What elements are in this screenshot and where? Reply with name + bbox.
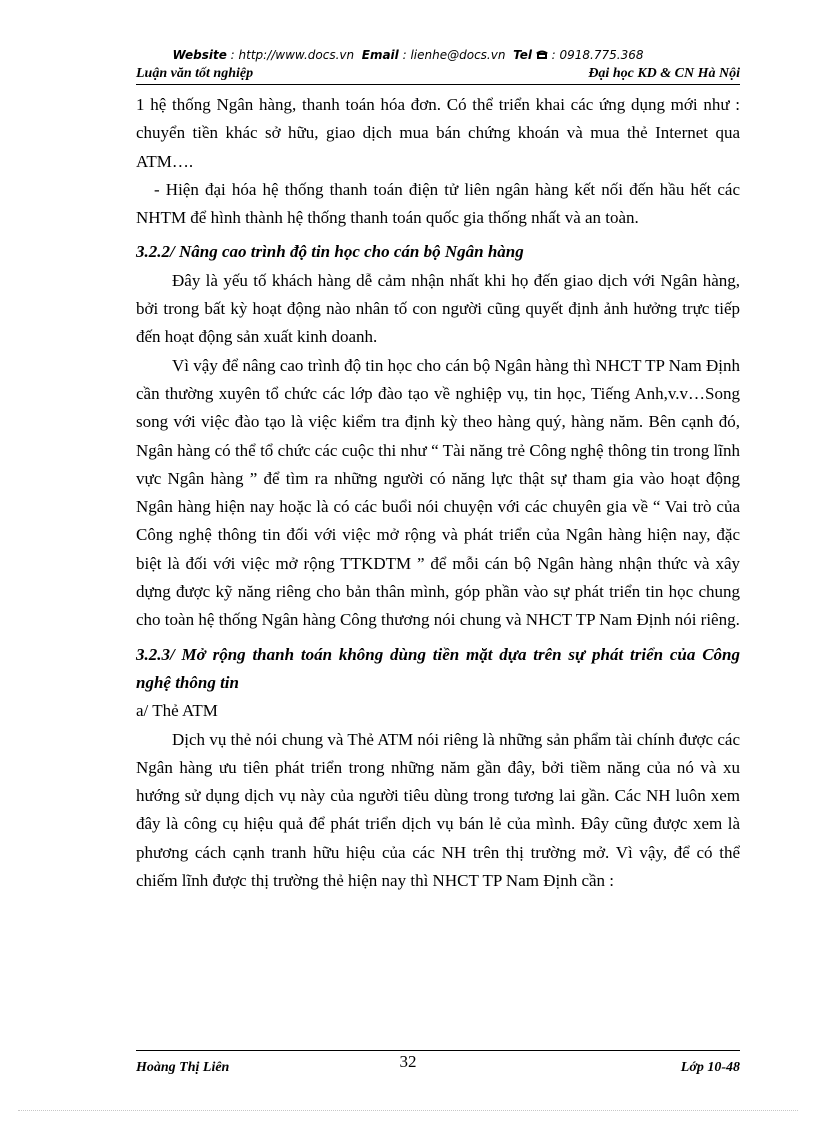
email-label: Email: [361, 48, 399, 62]
paragraph-2: - Hiện đại hóa hệ thống thanh toán điện tử liên ngân hàng kết nối đến hầu hết các NHTM để hình thành hệ thống thanh toán quốc gia thống nhất và an toàn.: [136, 179, 740, 228]
website-url: : http://www.docs.vn: [230, 48, 355, 62]
paragraph-5: Dịch vụ thẻ nói chung và Thẻ ATM nói riêng là những sản phẩm tài chính được các Ngân hàng ưu tiên phát triển trong những năm gần đây, bởi tiềm năng của nó và xu hướng sử dụng dịch vụ này của người tiêu dùng trong tương lai gần. Các NH luôn xem đây là công cụ hiệu quả để phát triển dịch vụ bán lẻ của mình. Đây cũng được xem là phương cách cạnh tranh hữu hiệu của các NH trên thị trường mở. Vì vậy, để có thể chiếm lĩnh được thị trường thẻ hiện nay thì NHCT TP Nam Định cần :: [136, 729, 740, 891]
header-university: Đại học KD & CN Hà Nội: [588, 66, 740, 81]
running-header: [136, 66, 740, 85]
paragraph-3: Đây là yếu tố khách hàng dễ cảm nhận nhất khi họ đến giao dịch với Ngân hàng, bởi trong bất kỳ hoạt động nào nhân tố con người cũng quyết định ảnh hưởng trực tiếp đến hoạt động sản xuất kinh doanh.: [136, 270, 740, 347]
website-label: Website: [172, 48, 227, 62]
tel-value: : 0918.775.368: [551, 48, 644, 62]
paragraph-4: Vì vậy để nâng cao trình độ tin học cho cán bộ Ngân hàng thì NHCT TP Nam Định cần thường xuyên tổ chức các lớp đào tạo về nghiệp vụ, tin học, Tiếng Anh,v.v…Song song với việc đào tạo là việc kiểm tra định kỳ theo hàng quý, hàng năm. Bên cạnh đó, Ngân hàng có thể tổ chức các cuộc thi như “ Tài năng trẻ Công nghệ thông tin trong lĩnh vực Ngân hàng ” để tìm ra những người có năng lực thật sự tham gia vào hoạt động Ngân hàng hiện nay hoặc là có các buổi nói chuyện với các chuyên gia về “ Vai trò của Công nghệ thông tin đối với việc mở rộng và phát triển của Ngân hàng hiện nay, đặc biệt là đối với việc mở rộng TTKDTM ” để mỗi cán bộ Ngân hàng nhận thức và xây dựng được kỹ năng riêng cho bản thân mình, góp phần vào sự phát triển tin học chung cho toàn hệ thống Ngân hàng Công thương nói chung và NHCT TP Nam Định nói riêng.: [136, 355, 740, 630]
website-banner: [0, 48, 816, 62]
section-heading-322: 3.2.2/ Nâng cao trình độ tin học cho cán bộ Ngân hàng: [136, 242, 524, 262]
paragraph-1: 1 hệ thống Ngân hàng, thanh toán hóa đơn. Có thể triển khai các ứng dụng mới như : chuyển tiền khác sở hữu, giao dịch mua bán chứng khoán và mua thẻ Internet qua ATM….: [136, 95, 740, 171]
page-edge-divider: [18, 1110, 798, 1111]
email-value: : lienhe@docs.vn: [402, 48, 506, 62]
footer-class: Lớp 10-48: [680, 1060, 740, 1075]
tel-label: Tel: [513, 48, 532, 62]
header-thesis-title: Luận văn tốt nghiệp: [136, 66, 254, 81]
footer-divider: [136, 1050, 740, 1051]
footer-author: Hoàng Thị Liên: [136, 1060, 230, 1075]
body-text: [136, 91, 740, 895]
section-heading-323: 3.2.3/ Mở rộng thanh toán không dùng tiền mặt dựa trên sự phát triển của Công nghệ thông tin: [136, 644, 740, 692]
page-number: 32: [399, 1052, 417, 1071]
subheading-atm: a/ Thẻ ATM: [136, 701, 218, 721]
phone-icon: [536, 48, 552, 62]
